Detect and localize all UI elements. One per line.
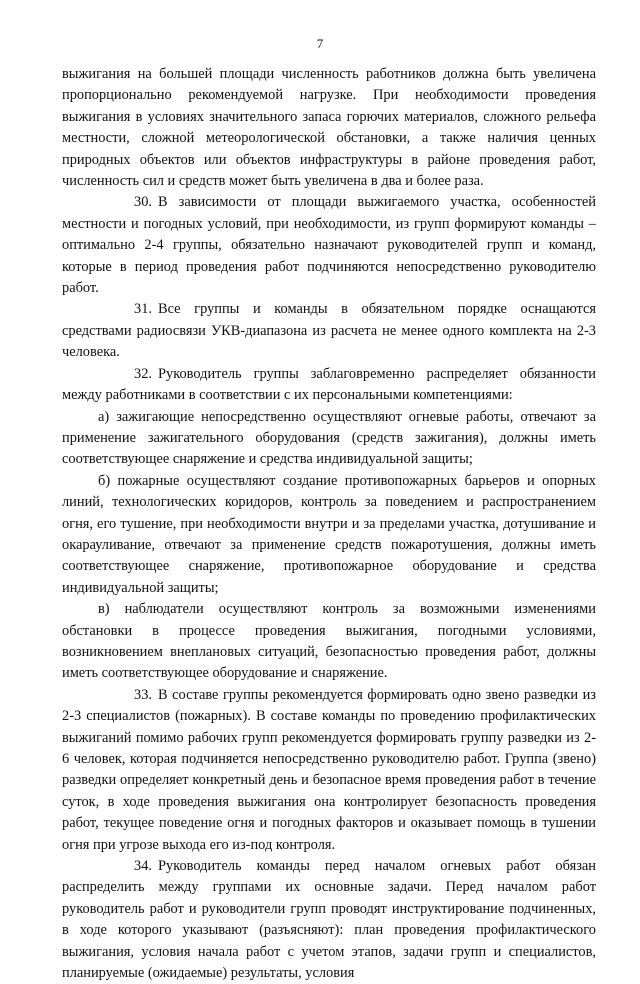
subitem-text: б) пожарные осуществляют создание противопожарных барьеров и опорных линий, технологических коридоров, контроль за поведением и распространением огня, его тушение, при необходимости внутри и за пределами участка, дотушивание и окарауливание, отвечают за применение средств пожаротушения, должны иметь соответствующее снаряжение, противопожарное оборудование и средства индивидуальной защиты; [62,472,596,596]
paragraph-33 [62,685,596,856]
subitem-b [62,471,596,599]
paragraph-number: 32. [134,365,152,382]
paragraph-31 [62,299,596,363]
paragraph-number: 33. [134,686,152,703]
document-body [62,64,596,984]
subitem-a [62,407,596,471]
subitem-text: в) наблюдатели осуществляют контроль за возможными изменениями обстановки в процессе проведения выжигания, погодными условиями, возникновением внеплановых ситуаций, безопасностью проведения работ, должны иметь соответствующее оборудование и снаряжение. [62,601,596,682]
paragraph-text: Руководитель команды перед началом огневых работ обязан распределить между группами их основные задачи. Перед началом работ руководитель работ и руководители групп проводят инструктирование подчиненных, в ходе которого указывают (разъясняют): план проведения профилактического выжигания, условия начала работ с учетом этапов, задачи групп и специалистов, планируемые (ожидаемые) результаты, условия [62,858,596,982]
paragraph-34 [62,856,596,984]
paragraph-text: Все группы и команды в обязательном порядке оснащаются средствами радиосвязи УКВ-диапазона из расчета не менее одного комплекта на 2-3 человека. [62,301,596,361]
paragraph-number: 34. [134,858,152,875]
paragraph-30 [62,192,596,299]
paragraph-text: Руководитель группы заблаговременно распределяет обязанности между работниками в соответствии с их персональными компетенциями: [62,365,596,404]
paragraph-32 [62,364,596,407]
paragraph-text: В составе группы рекомендуется формировать одно звено разведки из 2-3 специалистов (пожарных). В составе команды по проведению профилактических выжиганий помимо рабочих групп рекомендуется формировать группу разведки из 2-6 человек, которая подчиняется непосредственно руководителю работ. Группа (звено) разведки определяет конкретный день и безопасное время проведения работ в течение суток, в ходе проведения выжигания она контролирует безопасность проведения работ, текущее поведение огня и погодных факторов и оказывает помощь в тушении огня при угрозе выхода его из-под контроля. [62,686,596,853]
subitem-v [62,599,596,685]
paragraph-text: выжигания на большей площади численность работников должна быть увеличена пропорционально рекомендуемой нагрузке. При необходимости проведения выжигания в условиях значительного запаса горючих материалов, сложного рельефа местности, сложной метеорологической обстановки, а также наличия ценных природных объектов или объектов инфраструктуры в районе проведения работ, численность сил и средств может быть увеличена в два и более раза. [62,66,596,190]
paragraph-text: В зависимости от площади выжигаемого участка, особенностей местности и погодных условий, при необходимости, из групп формируют команды – оптимально 2-4 группы, обязательно назначают руководителей групп и команд, которые в период проведения работ подчиняются непосредственно руководителю работ. [62,194,596,297]
paragraph-continuation [62,64,596,192]
paragraph-number: 31. [134,301,152,318]
paragraph-number: 30. [134,194,152,211]
subitem-text: а) зажигающие непосредственно осуществляют огневые работы, отвечают за применение зажигательного оборудования (средств зажигания), должны иметь соответствующее снаряжение и средства индивидуальной защиты; [62,408,596,468]
page-number: 7 [316,36,324,51]
